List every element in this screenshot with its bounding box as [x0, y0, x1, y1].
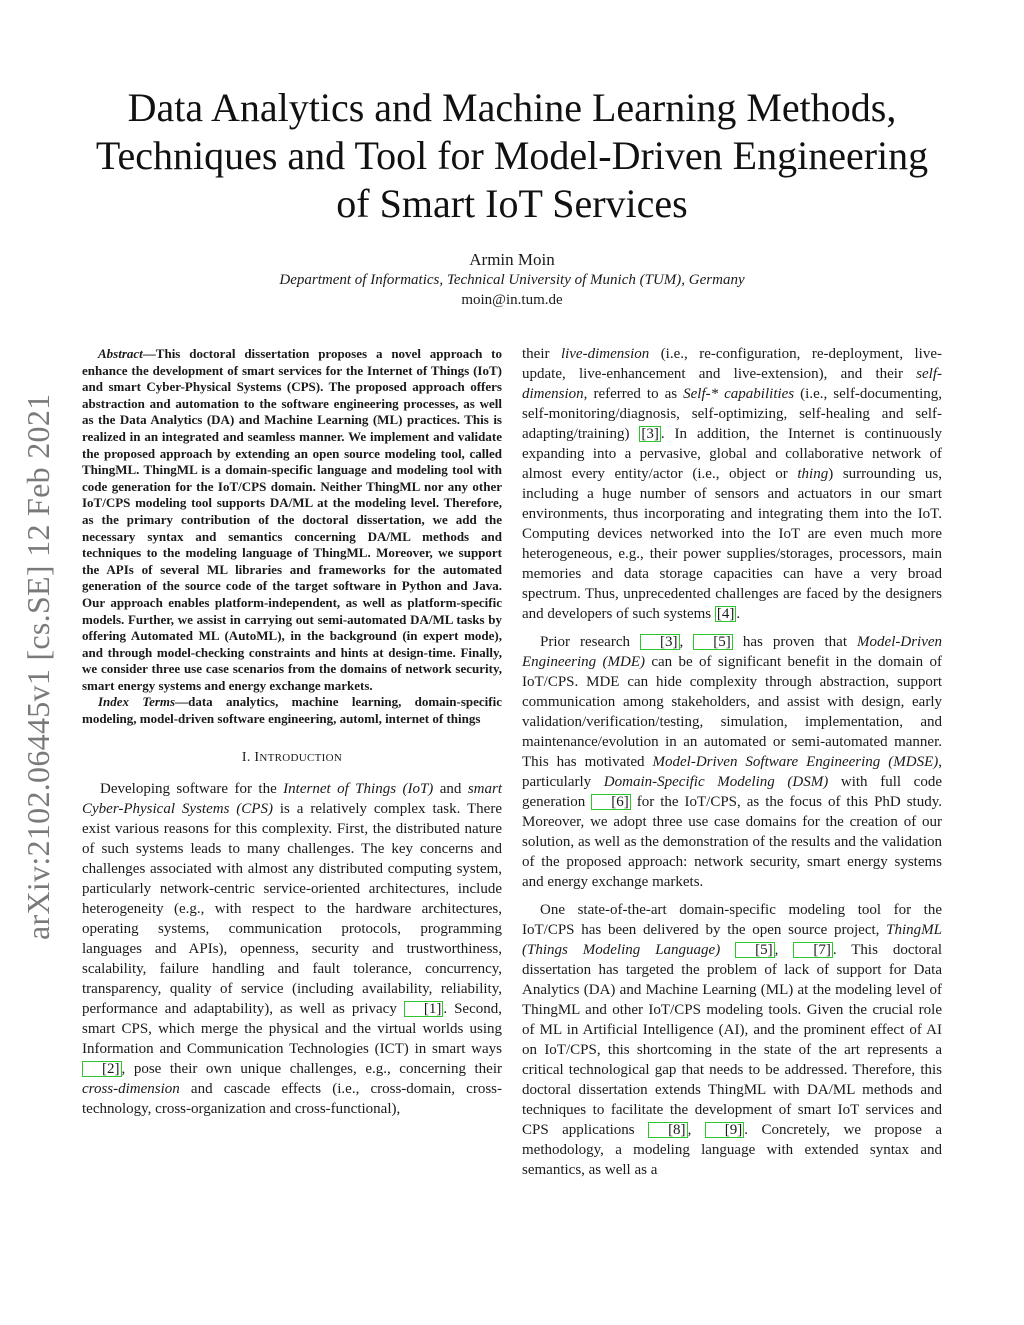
text-run: has proven that — [732, 634, 858, 650]
title-line-2: Techniques and Tool for Model-Driven Engineering — [95, 133, 929, 178]
title-line-3: of Smart IoT Services — [336, 181, 688, 226]
paper-title — [60, 84, 964, 228]
index-terms-lead: Index Terms — [98, 694, 176, 710]
author-email: moin@in.tum.de — [461, 292, 563, 308]
citation-link[interactable]: [4] — [716, 606, 735, 622]
text-run: (i.e., self-documenting, self-monitoring/diagnosis, self-optimizing, self-healing and self-adapting/training) — [522, 386, 942, 442]
citation-link[interactable]: [1] — [404, 1001, 444, 1017]
text-run: ) surrounding us, including a huge number of sensors and actuators in our smart environments, thus incorporating and integrating them into the IoT. Computing devices networked into the IoT are even much more heterogeneous, e.g., their power supplies/storages, processors, main memories and data storage capacities can have a very broad spectrum. Thus, unprecedented challenges are faced by the designers and developers of such systems — [522, 466, 942, 622]
text-run: their — [522, 346, 561, 362]
text-run: , particularly — [522, 754, 942, 790]
term-self-dimension: self-dimension — [522, 366, 942, 402]
text-run: (i.e., re-configuration, re-deployment, live-update, live-enhancement and live-extension), and their — [522, 346, 942, 382]
text-run: . Second, smart CPS, which merge the physical and the virtual worlds using Information and Communication Technologies (ICT) in smart ways — [82, 1000, 502, 1057]
text-run: with full code generation — [522, 774, 942, 810]
text-run: . This doctoral dissertation has targeted the problem of lack of support for Data Analytics (DA) and Machine Learning (ML) at the modeling level of ThingML and other IoT/CPS modeling tools. Given the crucial role of ML in Artificial Intelligence (AI), and the prominent effect of AI on IoT/CPS, this shortcoming in the state of the art represents a critical technological gap that needs to be addressed. Therefore, this doctoral dissertation extends ThingML with DA/ML methods and techniques to facilitate the development of smart IoT services and CPS applications — [522, 942, 942, 1138]
citation-link[interactable]: [5] — [735, 942, 775, 958]
index-terms — [82, 694, 502, 727]
term-cross-dimension: cross-dimension — [82, 1080, 180, 1097]
text-run: , referred to as — [583, 386, 684, 402]
intro-paragraph-1 — [82, 779, 502, 1119]
intro-paragraph-3 — [522, 900, 942, 1180]
citation-link[interactable]: [7] — [793, 942, 833, 958]
abstract — [82, 346, 502, 694]
text-run: Developing software for the — [100, 780, 284, 797]
section-title-rest: NTRODUCTION — [259, 751, 343, 764]
title-line-1: Data Analytics and Machine Learning Methods, — [127, 85, 897, 130]
text-run: , — [687, 1122, 705, 1138]
citation-link[interactable]: [3] — [641, 426, 659, 442]
text-run: , pose their own unique challenges, e.g., concerning their — [121, 1060, 502, 1077]
citation-link[interactable]: [2] — [82, 1061, 122, 1077]
term-dsm: Domain-Specific Modeling (DSM) — [603, 774, 829, 790]
term-cps: smart Cyber-Physical Systems (CPS) — [82, 780, 502, 817]
term-mdse: Model-Driven Software Engineering (MDSE) — [652, 754, 939, 770]
term-mde: Model-Driven Engineering (MDE) — [522, 634, 943, 670]
left-column — [82, 346, 502, 1119]
arxiv-identifier-text: arXiv:2102.06445v1 [cs.SE] 12 Feb 2021 — [20, 393, 56, 940]
abstract-lead: Abstract — [98, 346, 143, 361]
text-run — [720, 942, 735, 958]
author-name: Armin Moin — [469, 250, 555, 269]
intro-paragraph-2 — [522, 632, 942, 892]
section-first-letter: I — [254, 749, 260, 765]
text-run: . — [736, 606, 741, 622]
section-numeral: I. — [241, 749, 255, 765]
citation-link[interactable]: [6] — [591, 794, 631, 810]
text-run: , — [679, 634, 694, 650]
index-terms-text: —data analytics, machine learning, domain-specific modeling, model-driven software engineering, automl, internet of things — [82, 694, 503, 727]
citation-link[interactable]: [3] — [640, 634, 680, 650]
right-column — [522, 344, 942, 1180]
text-run: . In addition, the Internet is continuously expanding into a pervasive, global and collaborative network of almost every entity/actor (i.e., object or — [522, 426, 943, 482]
text-run: . Concretely, we propose a methodology, a modeling language with extended syntax and semantics, as well as a — [522, 1122, 943, 1178]
author-affiliation: Department of Informatics, Technical University of Munich (TUM), Germany — [279, 272, 745, 288]
citation-link[interactable]: [9] — [705, 1122, 745, 1138]
text-run: and — [433, 780, 468, 797]
abstract-text: —This doctoral dissertation proposes a novel approach to enhance the development of smart services for the Internet of Things (IoT) and smart Cyber-Physical Systems (CPS). The proposed approach offers abstraction and automation to the software engineering processes, as well as the Data Analytics (DA) and Machine Learning (ML) practices. This is realized in an integrated and seamless manner. We implement and validate the proposed approach by extending an open source modeling tool, called ThingML. ThingML is a domain-specific language and modeling tool with code generation for the IoT/CPS domain. Neither ThingML nor any other IoT/CPS modeling tool supports DA/ML at the modeling level. Therefore, as the primary contribution of the doctoral dissertation, we add the necessary syntax and semantics concerning DA/ML methods and techniques to the modeling language of ThingML. Moreover, we support the APIs of several ML libraries and frameworks for the automated generation of the source code of the target software in Python and Java. Our approach enables platform-independent, as well as platform-specific models. Further, we assist in carrying out semi-automated DA/ML tasks by offering Automated ML (AutoML), in the background (in expert mode), and through model-checking constraints and hints at design-time. Finally, we consider three use case scenarios from the domains of network security, smart energy systems and energy exchange markets. — [82, 346, 502, 693]
citation-link[interactable]: [5] — [693, 634, 733, 650]
text-run: One state-of-the-art domain-specific modeling tool for the IoT/CPS has been delivered by the open source project, — [522, 902, 942, 938]
term-thingml: ThingML (Things Modeling Language) — [522, 922, 942, 958]
text-run: can be of significant benefit in the domain of IoT/CPS. MDE can hide complexity through abstraction, support communication among stakeholders, and assist with design, early validation/verification/testing, simulation, implementation, and maintenance/evolution in an automated or semi-automated manner. This has motivated — [522, 654, 942, 770]
text-run: , — [774, 942, 794, 958]
text-run: Prior research — [540, 634, 641, 650]
section-heading-introduction — [82, 749, 502, 767]
term-live-dimension: live-dimension — [560, 346, 650, 362]
text-run: and cascade effects (i.e., cross-domain, cross-technology, cross-organization and cross-functional), — [82, 1080, 502, 1117]
term-thing: thing — [797, 466, 829, 482]
intro-paragraph-1-continued — [522, 344, 942, 624]
term-self-capabilities: Self-* capabilities — [683, 386, 795, 402]
citation-link[interactable]: [8] — [648, 1122, 688, 1138]
text-run: is a relatively complex task. There exist various reasons for this complexity. First, the distributed nature of such systems leads to many challenges. The key concerns and challenges associated with almost any distributed computing system, particularly network-centric service-oriented architectures, include heterogeneity (e.g., with respect to the hardware architectures, operating systems, communication protocols, programming languages and APIs), openness, security and trustworthiness, scalability, failure handling and fault tolerance, concurrency, transparency, quality of service (including availability, reliability, performance and adaptability), as well as privacy — [82, 800, 502, 1017]
term-iot: Internet of Things (IoT) — [283, 780, 434, 797]
text-run: for the IoT/CPS, as the focus of this PhD study. Moreover, we adopt three use case domains for the creation of our solution, as well as the demonstration of the results and the validation of the proposed approach: network security, smart energy systems and energy exchange markets. — [522, 794, 942, 890]
